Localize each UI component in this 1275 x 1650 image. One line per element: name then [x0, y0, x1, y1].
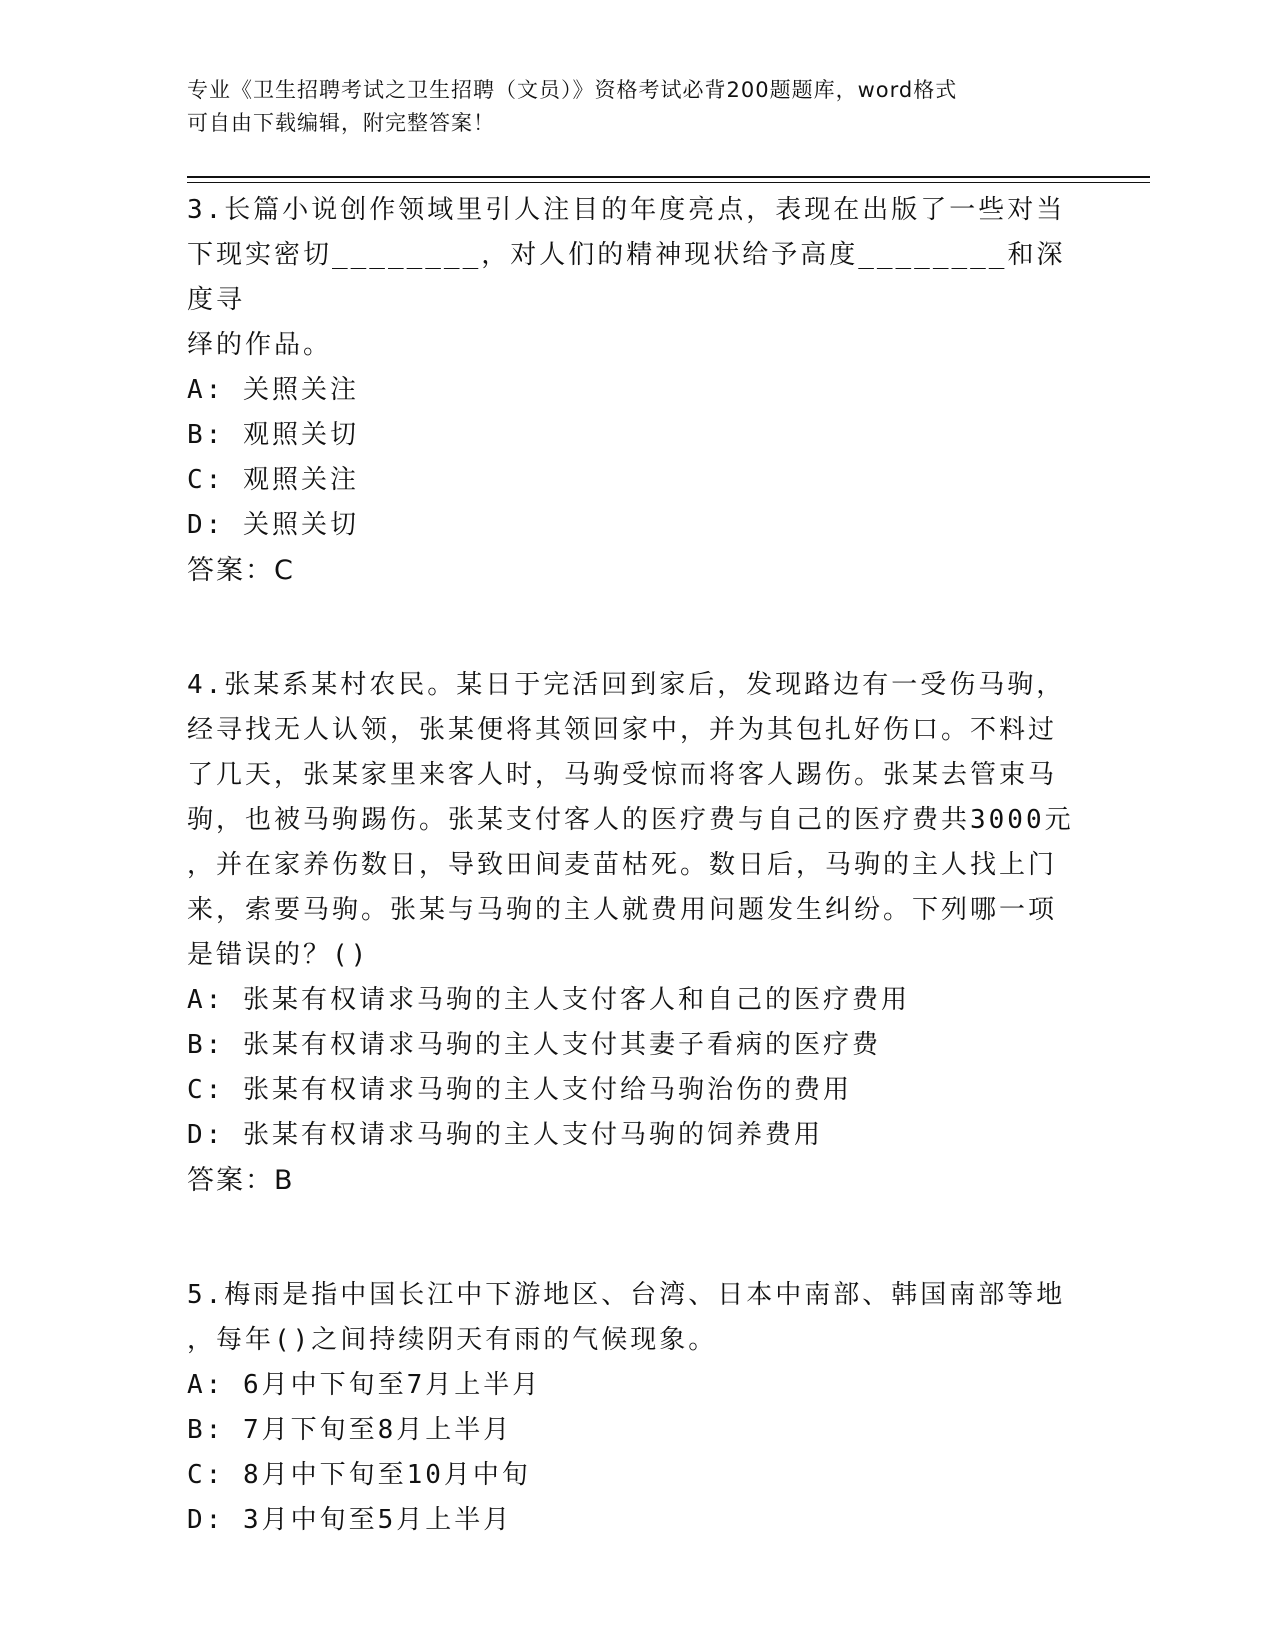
question-stem-line: 下现实密切________，对人们的精神现状给予高度________和深度寻: [187, 240, 1066, 315]
option-c: C: 张某有权请求马驹的主人支付给马驹治伤的费用: [187, 1075, 852, 1105]
header-title-line-1: 专业《卫生招聘考试之卫生招聘（文员）》资格考试必背200题题库，word格式: [187, 78, 958, 102]
question-spacer: [187, 1203, 1087, 1273]
option-d: D: 张某有权请求马驹的主人支付马驹的饲养费用: [187, 1120, 823, 1150]
question-stem-line: 经寻找无人认领，张某便将其领回家中，并为其包扎好伤口。不料过: [187, 715, 1058, 745]
answer-label: 答案：B: [187, 1165, 295, 1196]
option-b: B: 张某有权请求马驹的主人支付其妻子看病的医疗费: [187, 1030, 881, 1060]
option-d: D: 3月中旬至5月上半月: [187, 1505, 513, 1535]
question-5: [187, 1273, 1087, 1543]
question-stem-line: 驹，也被马驹踢伤。张某支付客人的医疗费与自己的医疗费共3000元: [187, 805, 1074, 835]
question-stem-line: 是错误的？(): [187, 940, 370, 970]
option-a: A: 张某有权请求马驹的主人支付客人和自己的医疗费用: [187, 985, 910, 1015]
option-c: C: 8月中下旬至10月中旬: [187, 1460, 531, 1490]
document-header: [187, 74, 1067, 140]
question-stem-line: ，每年()之间持续阴天有雨的气候现象。: [187, 1325, 718, 1355]
question-stem-line: 3.长篇小说创作领域里引人注目的年度亮点，表现在出版了一些对当: [187, 195, 1066, 225]
option-d: D: 关照关切: [187, 510, 359, 540]
question-4: [187, 663, 1087, 1203]
question-3: [187, 188, 1087, 593]
question-stem-line: 绎的作品。: [187, 330, 333, 360]
answer-label: 答案：C: [187, 555, 295, 586]
option-b: B: 7月下旬至8月上半月: [187, 1415, 513, 1445]
option-c: C: 观照关注: [187, 465, 359, 495]
question-stem-line: 5.梅雨是指中国长江中下游地区、台湾、日本中南部、韩国南部等地: [187, 1280, 1066, 1310]
header-divider-thick: [187, 176, 1150, 178]
header-divider-thin: [187, 182, 1150, 183]
option-b: B: 观照关切: [187, 420, 359, 450]
option-a: A: 关照关注: [187, 375, 359, 405]
question-stem-line: 了几天，张某家里来客人时，马驹受惊而将客人踢伤。张某去管束马: [187, 760, 1058, 790]
question-stem-line: 来，索要马驹。张某与马驹的主人就费用问题发生纠纷。下列哪一项: [187, 895, 1058, 925]
question-stem-line: 4.张某系某村农民。某日于完活回到家后，发现路边有一受伤马驹，: [187, 670, 1066, 700]
header-title-line-2: 可自由下载编辑，附完整答案！: [187, 111, 495, 135]
question-list: [187, 188, 1087, 1543]
question-spacer: [187, 593, 1087, 663]
question-stem-line: ，并在家养伤数日，导致田间麦苗枯死。数日后，马驹的主人找上门: [187, 850, 1058, 880]
option-a: A: 6月中下旬至7月上半月: [187, 1370, 542, 1400]
